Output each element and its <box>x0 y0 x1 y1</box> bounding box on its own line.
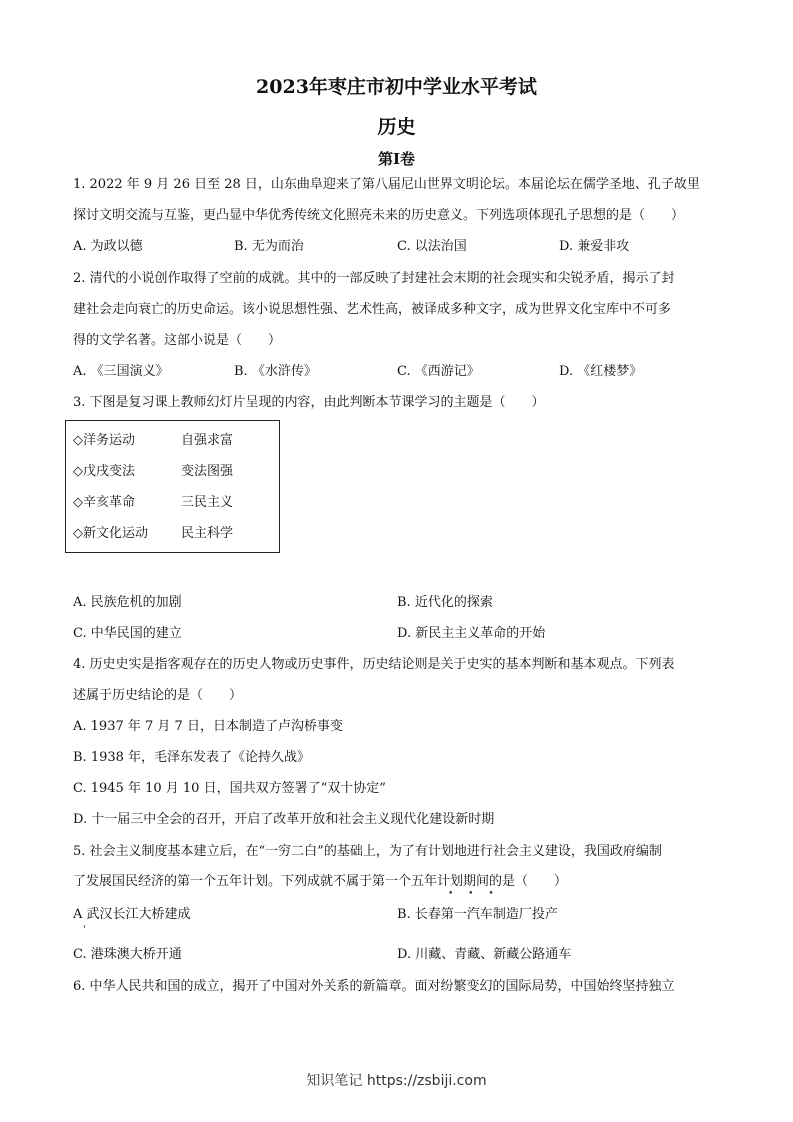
q2-line-2: 建社会走向衰亡的历史命运。该小说思想性强、艺术性高，被译成多种文字，成为世界文化宝库中不可多 <box>73 302 672 317</box>
emphasis-dots: • • • <box>448 889 500 899</box>
q6-line-1: 6. 中华人民共和国的成立，揭开了中国对外关系的新篇章。面对纷繁变幻的国际局势，中国始终坚持独立 <box>73 979 675 994</box>
slide-slogan: 三民主义 <box>181 495 234 510</box>
slide-slogan: 自强求富 <box>181 433 234 448</box>
q2-option-d: D. 《红楼梦》 <box>559 364 643 379</box>
stray-mark <box>84 925 85 928</box>
q2-option-c: C. 《西游记》 <box>397 364 480 379</box>
q5-option-c: C. 港珠澳大桥开通 <box>73 947 182 962</box>
q5-line-1: 5. 社会主义制度基本建立后，在“一穷二白”的基础上，为了有计划地进行社会主义建设，我国政府编制 <box>73 844 662 859</box>
slide-event: ◇戊戌变法 <box>73 464 135 479</box>
q4-option-b: B. 1938 年，毛泽东发表了《论持久战》 <box>73 750 311 765</box>
q2-line-1: 2. 清代的小说创作取得了空前的成就。其中的一部反映了封建社会末期的社会现实和尖锐矛盾，揭示了封 <box>73 271 675 286</box>
q3-option-c: C. 中华民国的建立 <box>73 626 182 641</box>
q4-line-1: 4. 历史史实是指客观存在的历史人物或历史事件，历史结论则是关于史实的基本判断和基本观点。下列表 <box>73 657 675 672</box>
q2-option-a: A. 《三国演义》 <box>73 364 169 379</box>
slide-content-box <box>65 420 280 553</box>
q2-option-b: B. 《水浒传》 <box>234 364 317 379</box>
subject-title: 历史 <box>377 116 416 138</box>
q4-option-d: D. 十一届三中全会的召开，开启了改革开放和社会主义现代化建设新时期 <box>73 812 495 827</box>
slide-event: ◇辛亥革命 <box>73 495 135 510</box>
q5-option-b: B. 长春第一汽车制造厂投产 <box>397 907 558 922</box>
q1-option-b: B. 无为而治 <box>234 239 304 254</box>
q3-option-a: A. 民族危机的加剧 <box>73 595 182 610</box>
q1-line-1: 1. 2022 年 9 月 26 日至 28 日，山东曲阜迎来了第八届尼山世界文明论坛。本届论坛在儒学圣地、孔子故里 <box>73 177 700 192</box>
slide-row <box>73 525 233 543</box>
q1-option-d: D. 兼爱非攻 <box>559 239 630 254</box>
q1-option-a: A. 为政以德 <box>73 239 143 254</box>
footer-watermark: 知识笔记 https://zsbiji.com <box>306 1073 487 1089</box>
q2-line-3: 得的文学名著。这部小说是（ ） <box>73 333 282 348</box>
q5-option-a: A 武汉长江大桥建成 <box>73 907 191 922</box>
exam-title: 2023年枣庄市初中学业水平考试 <box>256 76 537 98</box>
slide-event: ◇洋务运动 <box>73 433 135 448</box>
slide-slogan: 变法图强 <box>181 464 234 479</box>
q3-option-d: D. 新民主主义革命的开始 <box>397 626 546 641</box>
q3-option-b: B. 近代化的探索 <box>397 595 493 610</box>
slide-event: ◇新文化运动 <box>73 526 148 541</box>
slide-row <box>73 494 233 512</box>
q5-option-d: D. 川藏、青藏、新藏公路通车 <box>397 947 572 962</box>
q4-option-c: C. 1945 年 10 月 10 日，国共双方签署了“双十协定” <box>73 781 386 796</box>
q1-option-c: C. 以法治国 <box>397 239 467 254</box>
section-title: 第Ⅰ卷 <box>377 150 416 168</box>
q5-line-2: 了发展国民经济的第一个五年计划。下列成就不属于第一个五年计划期间的是（ ） <box>73 874 568 889</box>
q3-line-1: 3. 下图是复习课上教师幻灯片呈现的内容，由此判断本节课学习的主题是（ ） <box>73 395 545 410</box>
slide-row <box>73 463 233 481</box>
q1-line-2: 探讨文明交流与互鉴，更凸显中华优秀传统文化照亮未来的历史意义。下列选项体现孔子思想的是（ ） <box>73 208 685 223</box>
q4-line-2: 述属于历史结论的是（ ） <box>73 688 243 703</box>
slide-row <box>73 432 233 450</box>
slide-slogan: 民主科学 <box>181 526 234 541</box>
q4-option-a: A. 1937 年 7 月 7 日，日本制造了卢沟桥事变 <box>73 719 343 734</box>
